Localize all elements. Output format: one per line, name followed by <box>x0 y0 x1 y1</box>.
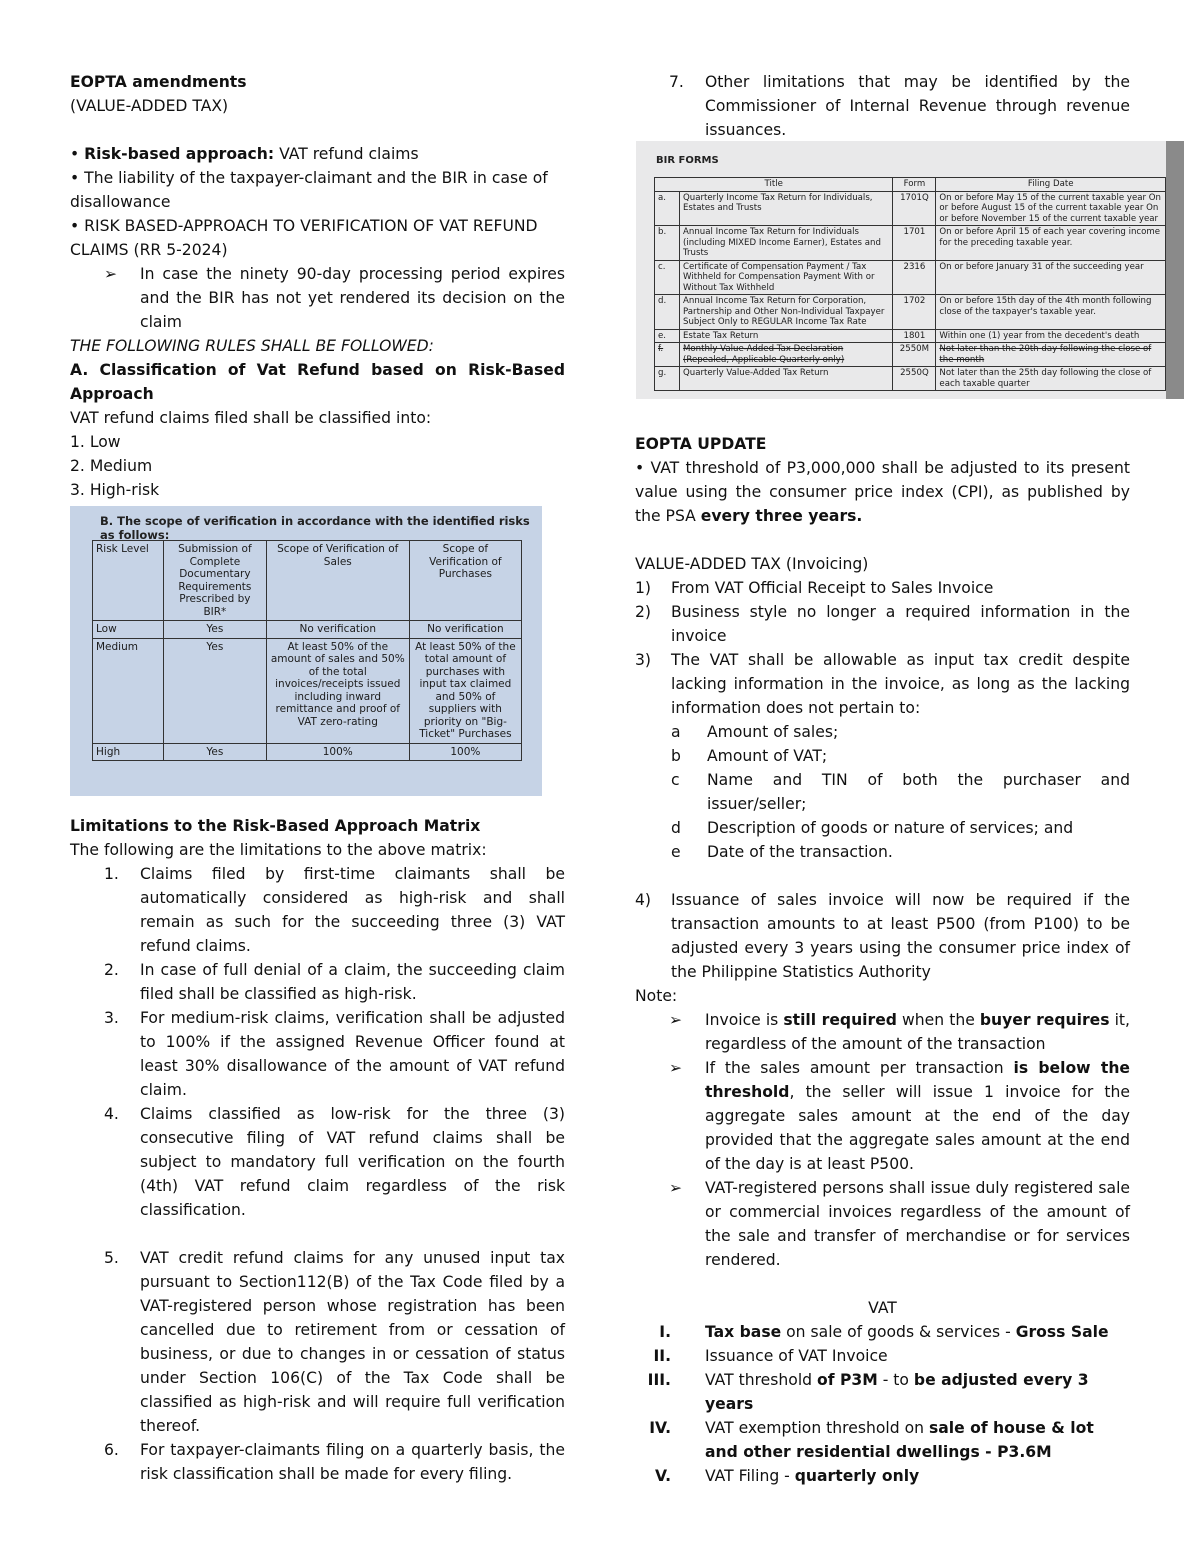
list-item: 1. Claims filed by first-time claimants shall be automatically considered as high-risk and shall remain as such for the succeeding three (3) VAT refund claims. <box>104 865 565 955</box>
vat-heading: VAT <box>868 1299 897 1317</box>
table-row: a. Quarterly Income Tax Return for Individuals, Estates and Trusts 1701Q On or before May 15 of the current taxable year On or before August 15 of the current taxable year On or before November 15 of the current taxable year <box>655 191 1166 226</box>
bir-forms-caption: BIR FORMS <box>656 155 719 166</box>
list-item: 3. For medium-risk claims, verification shall be adjusted to 100% if the assigned Revenue Officer found at least 30% disallowance of the amount of VAT refund claim. <box>104 1009 565 1099</box>
table-cell: At least 50% of the amount of sales and 50% of the total invoices/receipts issued including inward remittance and proof of VAT zero-rating <box>266 638 409 743</box>
note-item: ➢ Invoice is still required when the buyer requires it, regardless of the amount of the transaction <box>635 1008 1130 1056</box>
table-row <box>93 621 522 639</box>
bullet-risk-approach: • Risk-based approach: VAT refund claims <box>70 145 419 163</box>
level-low: 1. Low <box>70 433 121 451</box>
doc-subtitle: (VALUE-ADDED TAX) <box>70 97 229 115</box>
right-column-top <box>635 70 1130 142</box>
table-cell: High <box>93 743 164 761</box>
sub-item: b Amount of VAT; <box>671 747 828 765</box>
table-cell: Yes <box>164 621 267 639</box>
bir-table-header: Form <box>893 178 936 192</box>
list-item: 4. Claims classified as low-risk for the three (3) consecutive filing of VAT refund claims shall be subject to mandatory full verification on the fourth (4th) VAT refund claim regardless of the risk classification. <box>104 1105 565 1219</box>
bir-forms-table <box>654 177 1166 391</box>
vat-item: IV. VAT exemption threshold on sale of house & lot and other residential dwellings - P3.6M <box>649 1419 1094 1461</box>
table-row: b. Annual Income Tax Return for Individuals (including MIXED Income Earner), Estates and Trusts 1701 On or before April 15 of each year covering income for the preceding taxable year. <box>655 226 1166 261</box>
risk-table-header: Scope of Verification of Sales <box>266 541 409 621</box>
table-row: d. Annual Income Tax Return for Corporation, Partnership and Other Non-Individual Taxpayer Subject Only to REGULAR Income Tax Rate 1702 On or before 15th day of the 4th month following close of the taxpayer's taxable year. <box>655 295 1166 330</box>
note-item: ➢ VAT-registered persons shall issue duly registered sale or commercial invoices regardless of the amount of the sale and transfer of merchandise or for services rendered. <box>635 1176 1130 1272</box>
arrow-item: ➢ In case the ninety 90-day processing period expires and the BIR has not yet rendered its decision on the claim <box>70 262 565 334</box>
rules-heading: THE FOLLOWING RULES SHALL BE FOLLOWED: <box>70 337 434 355</box>
sub-item: e Date of the transaction. <box>671 843 893 861</box>
arrow-bullet-icon: ➢ <box>669 1011 683 1029</box>
vat-item: II. Issuance of VAT Invoice <box>653 1347 888 1365</box>
limitations-intro: The following are the limitations to the above matrix: <box>70 841 487 859</box>
list-item: 3) The VAT shall be allowable as input tax credit despite lacking information in the invoice, as long as the lacking information does not pertain to: <box>635 651 1130 717</box>
arrow-bullet-icon: ➢ <box>669 1179 683 1197</box>
table-cell: Low <box>93 621 164 639</box>
vat-invoicing-heading: VALUE-ADDED TAX (Invoicing) <box>635 555 869 573</box>
risk-table-caption: B. The scope of verification in accordance with the identified risks as follows: <box>100 514 530 542</box>
table-cell: Yes <box>164 743 267 761</box>
level-high: 3. High-risk <box>70 481 160 499</box>
list-item: 5. VAT credit refund claims for any unused input tax pursuant to Section112(B) of the Tax Code filed by a VAT-registered person whose registration has been cancelled due to retirement from or cessation of business, or due to changes in or cessation of status under Section 106(C) of the Tax Code shall be classified as high-risk and will require full verification thereof. <box>104 1249 565 1435</box>
table-cell: 100% <box>409 743 521 761</box>
sub-item: c Name and TIN of both the purchaser and issuer/seller; <box>671 771 1130 813</box>
list-item: 6. For taxpayer-claimants filing on a quarterly basis, the risk classification shall be made for every filing. <box>104 1441 565 1483</box>
arrow-bullet-icon: ➢ <box>669 1059 683 1077</box>
sub-item: a Amount of sales; <box>671 723 839 741</box>
table-cell: No verification <box>409 621 521 639</box>
list-item: 2. In case of full denial of a claim, the succeeding claim filed shall be classified as high-risk. <box>104 961 565 1003</box>
table-row: e. Estate Tax Return 1801 Within one (1) year from the decedent's death <box>655 329 1166 343</box>
bullet-rr-heading: • RISK BASED-APPROACH TO VERIFICATION OF VAT REFUND CLAIMS (RR 5-2024) <box>70 217 538 259</box>
list-item: 7. Other limitations that may be identified by the Commissioner of Internal Revenue through revenue issuances. <box>669 73 1130 139</box>
note-item: ➢ If the sales amount per transaction is below the threshold, the seller will issue 1 invoice for the aggregate sales amount at the end of the day provided that the aggregate sales amount at the end of the day is at least P500. <box>635 1056 1130 1176</box>
risk-table <box>92 540 522 761</box>
limitations-section <box>70 814 565 1486</box>
table-row: c. Certificate of Compensation Payment / Tax Withheld for Compensation Payment With or Without Tax Withheld 2316 On or before January 31 of the succeeding year <box>655 260 1166 295</box>
eopta-update-heading: EOPTA UPDATE <box>635 435 767 453</box>
table-cell: Medium <box>93 638 164 743</box>
update-bullet: • VAT threshold of P3,000,000 shall be adjusted to its present value using the consumer price index (CPI), as published by the PSA every three years. <box>635 459 1130 525</box>
table-row <box>93 743 522 761</box>
note-label: Note: <box>635 987 678 1005</box>
list-item: 2) Business style no longer a required information in the invoice <box>635 603 1130 645</box>
right-column-lower <box>635 432 1130 1488</box>
level-medium: 2. Medium <box>70 457 153 475</box>
bir-table-header: Title <box>655 178 893 192</box>
sub-item: d Description of goods or nature of services; and <box>671 819 1074 837</box>
risk-table-header: Risk Level <box>93 541 164 621</box>
table-cell: 100% <box>266 743 409 761</box>
vat-item: I. Tax base on sale of goods & services - Gross Sale <box>659 1323 1109 1341</box>
list-item: 4) Issuance of sales invoice will now be required if the transaction amounts to at least P500 (from P100) to be adjusted every 3 years using the consumer price index of the Philippine Statistics Authority <box>635 891 1130 981</box>
risk-scope-table-image <box>70 506 542 796</box>
table-row <box>93 638 522 743</box>
classified-into: VAT refund claims filed shall be classified into: <box>70 409 432 427</box>
vat-item: III. VAT threshold of P3M - to be adjusted every 3 years <box>647 1371 1089 1413</box>
section-a-heading: A. Classification of Vat Refund based on Risk-Based Approach <box>70 361 565 403</box>
limitations-heading: Limitations to the Risk-Based Approach Matrix <box>70 817 481 835</box>
table-cell: Yes <box>164 638 267 743</box>
bullet-liability: • The liability of the taxpayer-claimant and the BIR in case of disallowance <box>70 169 548 211</box>
arrow-bullet-icon: ➢ <box>104 265 118 283</box>
table-cell: At least 50% of the total amount of purchases with input tax claimed and 50% of suppliers with priority on "Big-Ticket" Purchases <box>409 638 521 743</box>
table-cell: No verification <box>266 621 409 639</box>
table-row: f. Monthly Value-Added Tax Declaration (Repealed, Applicable Quarterly only) 2550M Not later than the 20th day following the close of the month <box>655 343 1166 367</box>
bir-table-header: Filing Date <box>936 178 1166 192</box>
vat-item: V. VAT Filing - quarterly only <box>655 1467 920 1485</box>
table-row: g. Quarterly Value-Added Tax Return 2550Q Not later than the 25th day following the close of each taxable quarter <box>655 367 1166 391</box>
doc-title: EOPTA amendments <box>70 73 247 91</box>
left-column <box>70 70 565 502</box>
risk-table-header: Submission of Complete Documentary Requirements Prescribed by BIR* <box>164 541 267 621</box>
bir-forms-table-image <box>636 141 1184 399</box>
list-item: 1) From VAT Official Receipt to Sales Invoice <box>635 579 994 597</box>
risk-table-header: Scope of Verification of Purchases <box>409 541 521 621</box>
